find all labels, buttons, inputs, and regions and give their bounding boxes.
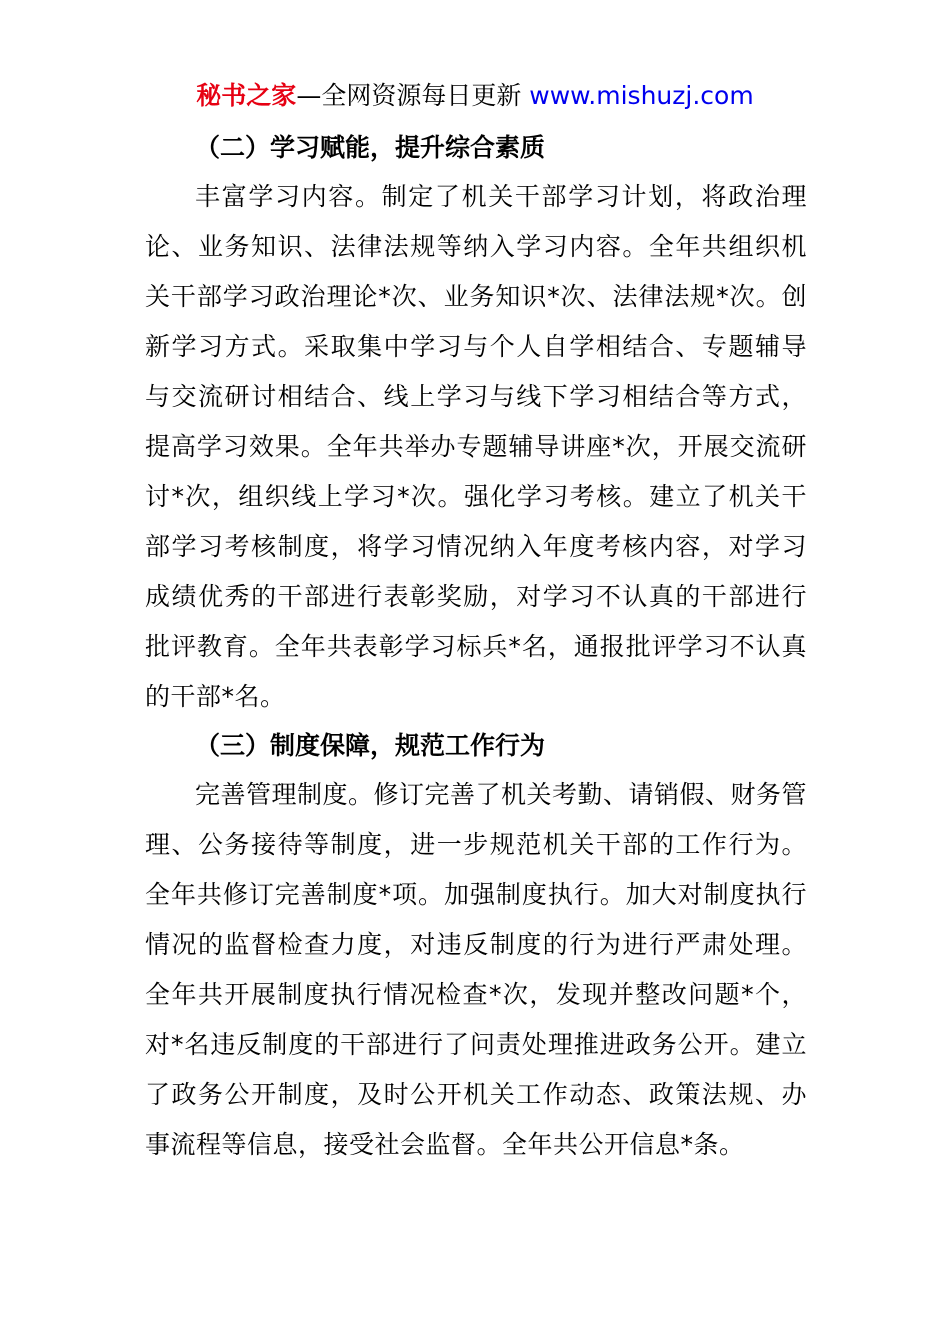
site-header [0,80,950,112]
site-brand: 秘书之家 [196,81,297,110]
section-paragraph-2: 丰富学习内容。制定了机关干部学习计划，将政治理论、业务知识、法律法规等纳入学习内容。全年共组织机关干部学习政治理论*次、业务知识*次、法律法规*次。创新学习方式。采取集中学习与个人自学相结合、专题辅导与交流研讨相结合、线上学习与线下学习相结合等方式，提高学习效果。全年共举办专题辅导讲座*次，开展交流研讨*次，组织线上学习*次。强化学习考核。建立了机关干部学习考核制度，将学习情况纳入年度考核内容，对学习成绩优秀的干部进行表彰奖励，对学习不认真的干部进行批评教育。全年共表彰学习标兵*名，通报批评学习不认真的干部*名。 [145,182,807,711]
document-body [145,126,807,1170]
site-tagline: —全网资源每日更新 [296,81,530,110]
section-heading-2: （二）学习赋能，提升综合素质 [195,133,546,162]
section-heading-3: （三）制度保障，规范工作行为 [195,731,546,760]
section-paragraph-3: 完善管理制度。修订完善了机关考勤、请销假、财务管理、公务接待等制度，进一步规范机关干部的工作行为。全年共修订完善制度*项。加强制度执行。加大对制度执行情况的监督检查力度，对违反制度的行为进行严肃处理。全年共开展制度执行情况检查*次，发现并整改问题*个，对*名违反制度的干部进行了问责处理推进政务公开。建立了政务公开制度，及时公开机关工作动态、政策法规、办事流程等信息，接受社会监督。全年共公开信息*条。 [145,780,808,1159]
site-url-link[interactable]: www.mishuzj.com [529,81,754,110]
